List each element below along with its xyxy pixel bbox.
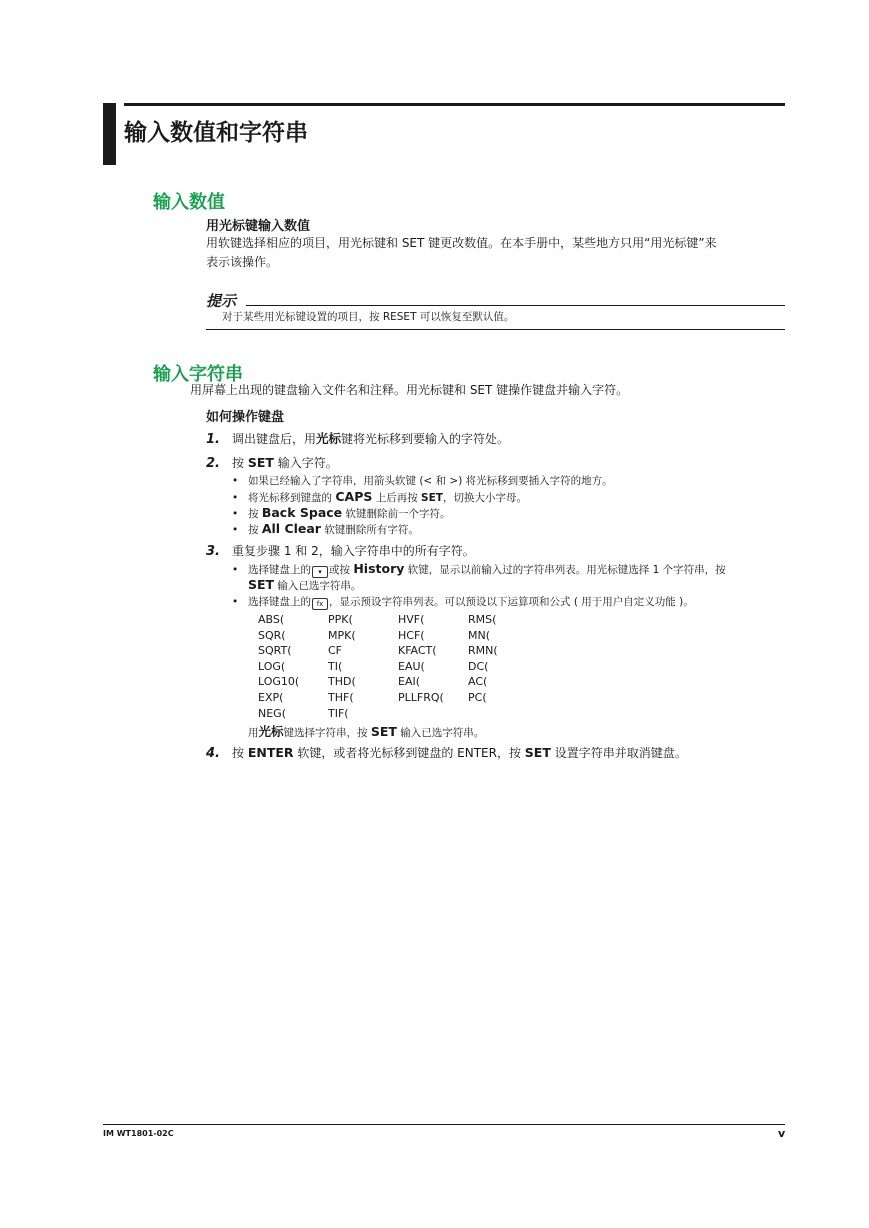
footer-rule [103,1124,785,1125]
formula-cell: THF( [328,691,354,704]
step3-bullet-1: • 选择键盘上的 ▾ 或按 History 软键，显示以前输入过的字符串列表。用光标键选择 1 个字符串，按 [232,561,726,576]
footer-doc-id: IM WT1801-02C [103,1129,174,1138]
formula-cell: SQRT( [258,644,292,658]
step2-bullet-1: • 如果已经输入了字符串，用箭头软键 (< 和 >) 将光标移到要插入字符的地方。 [232,475,613,487]
formula-cell: AC( [468,675,488,689]
section-heading-numeric: 输入数值 [153,192,225,213]
formula-cell: TI( [328,659,343,673]
page-title: 输入数值和字符串 [124,120,308,146]
title-bar-block [103,103,116,165]
step3-bullet-1-line2: SET 输入已选字符串。 [248,577,362,592]
formula-cell: ABS( [258,613,285,626]
step-number: 3. [206,544,220,559]
title-rule [124,103,785,106]
formula-cell: HCF( [398,628,425,642]
formula-cell: EAI( [398,675,421,689]
formula-cell: MN( [468,628,491,642]
down-arrow-key-icon: ▾ [312,566,328,578]
step3-bullet-2: • 选择键盘上的 fx ，显示预设字符串列表。可以预设以下运算项和公式 ( 用于用户自定义功能 )。 [232,596,694,608]
step-1: 1. 调出键盘后，用光标键将光标移到要输入的字符处。 [206,431,510,447]
formula-cell: NEG( [258,706,286,720]
note-label: 提示 [206,292,237,310]
formula-cell: KFACT( [398,644,437,658]
step-3: 3. 重复步骤 1 和 2，输入字符串中的所有字符。 [206,544,475,559]
formula-cell: TIF( [328,706,349,720]
section2-intro: 用屏幕上出现的键盘输入文件名和注释。用光标键和 SET 键操作键盘并输入字符。 [190,383,629,397]
formula-cell: EAU( [398,659,425,673]
subheading-cursor-input: 用光标键输入数值 [206,219,311,234]
formula-cell: DC( [468,659,489,673]
footer-page-number: v [778,1127,786,1140]
step-number: 2. [206,456,220,471]
step-2: 2. 按 SET 输入字符。 [206,455,338,471]
note-top-rule [246,305,785,306]
formula-cell: CF [328,644,343,658]
formula-cell: SQR( [258,628,286,642]
formula-cell: MPK( [328,628,356,642]
formula-cell: RMS( [468,613,497,626]
preset-key-icon: fx [312,598,328,610]
section-heading-string: 输入字符串 [153,364,243,385]
formula-cell: PC( [468,691,487,704]
step-number: 1. [206,432,220,447]
formula-cell: EXP( [258,691,284,704]
formula-cell: PLLFRQ( [398,691,444,704]
subheading-keyboard: 如何操作键盘 [206,410,285,425]
step-number: 4. [206,746,220,761]
note-bottom-rule [206,329,785,330]
formula-cell: THD( [328,675,356,689]
formula-cell: PPK( [328,613,353,626]
para-line-1: 用软键选择相应的项目，用光标键和 SET 键更改数值。在本手册中，某些地方只用“用光标键”来 [206,236,717,250]
step-4: 4. 按 ENTER 软键，或者将光标移到键盘的 ENTER，按 SET 设置字符串并取消键盘。 [206,745,687,761]
step2-bullet-3: • 按 Back Space 软键删除前一个字符。 [232,505,451,520]
formula-cell: HVF( [398,613,425,626]
step2-bullet-4: • 按 All Clear 软键删除所有字符。 [232,521,419,536]
note-text: 对于某些用光标键设置的项目，按 RESET 可以恢复至默认值。 [222,311,515,323]
para-line-2: 表示该操作。 [206,255,279,269]
formula-cell: LOG10( [258,675,300,689]
formula-cell: LOG( [258,659,286,673]
step3-tail: 用光标键选择字符串，按 SET 输入已选字符串。 [248,724,485,739]
formula-cell: RMN( [468,644,498,658]
step2-bullet-2: • 将光标移到键盘的 CAPS 上后再按 SET，切换大小字母。 [232,489,527,504]
